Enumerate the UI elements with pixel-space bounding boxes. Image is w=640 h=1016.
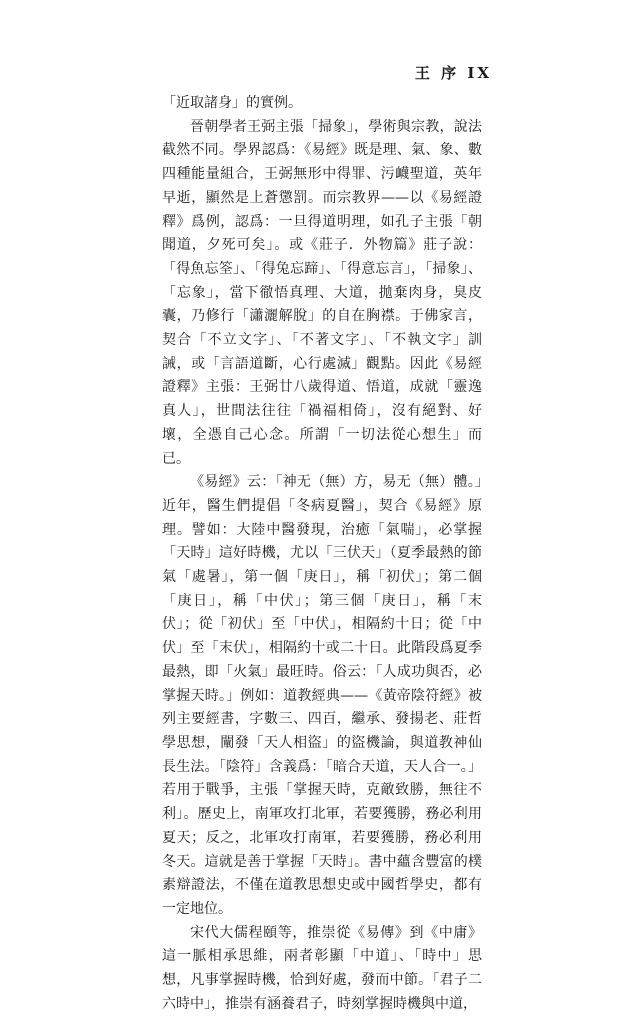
paragraph: 「近取諸身」的實例。 [162,95,302,111]
body-text [162,92,482,1016]
paragraph: 《易經》云：「神无（無）方，易无（無）體。」近年，醫生們提倡「冬病夏醫」，契合《易經》原理。譬如：大陸中醫發現，治癒「氣喘」，必掌握「天時」這好時機，尤以「三伏天」（夏季最熱的節氣「處暑」，第一個「庚日」，稱「初伏」；第二個「庚日」，稱「中伏」；第三個「庚日」，稱「末伏」；從「初伏」至「中伏」，相隔約十日；從「中伏」至「末伏」，相隔約十或二十日。此階段爲夏季最熱，即「火氣」最旺時。俗云：「人成功與否，必掌握天時。」例如：道教經典——《黃帝陰符經》被列主要經書，字數三、四百，繼承、發揚老、莊哲學思想，闡發「天人相盜」的盜機論，與道教神仙長生法。「陰符」含義爲：「暗合天道，天人合一。」若用于戰爭，主張「掌握天時，克敵致勝，無往不利」。歷史上，南軍攻打北軍，若要獲勝，務必利用夏天；反之，北軍攻打南軍，若要獲勝，務必利用冬天。這就是善于掌握「天時」。書中蘊含豐富的樸素辯證法，不僅在道教思想史或中國哲學史，都有一定地位。 [162,474,482,917]
paragraph: 宋代大儒程頤等，推崇從《易傳》到《中庸》這一脈相承思維，兩者彰顯「中道」、「時中」思想，凡事掌握時機，恰到好處，發而中節。「君子二六時中」，推崇有涵養君子，時刻掌握時機與中道， [162,924,482,1012]
paragraph: 晉朝學者王弼主張「掃象」，學術與宗教，說法截然不同。學界認爲：《易經》既是理、氣、象、數四種能量組合，王弼無形中得罪、污衊聖道，英年早逝，顯然是上蒼懲罰。而宗教界——以《易經證釋》爲例，認爲：一旦得道明理，如孔子主張「朝聞道，夕死可矣」。或《莊子．外物篇》莊子說：「得魚忘筌」、「得兔忘蹄」、「得意忘言」，「掃象」、「忘象」，當下徹悟真理、大道，拋棄肉身，臭皮囊，乃修行「瀟灑解脫」的自在胸襟。于佛家言，契合「不立文字」、「不著文字」、「不執文字」訓誡，或「言語道斷，心行處滅」觀點。因此《易經證釋》主張：王弼廿八歲得道、悟道，成就「靈逸真人」，世間法往往「禍福相倚」，沒有絕對、好壞，全憑自己心念。所謂「一切法從心想生」而已。 [162,118,482,467]
running-head: 王 序 IX [414,64,492,82]
